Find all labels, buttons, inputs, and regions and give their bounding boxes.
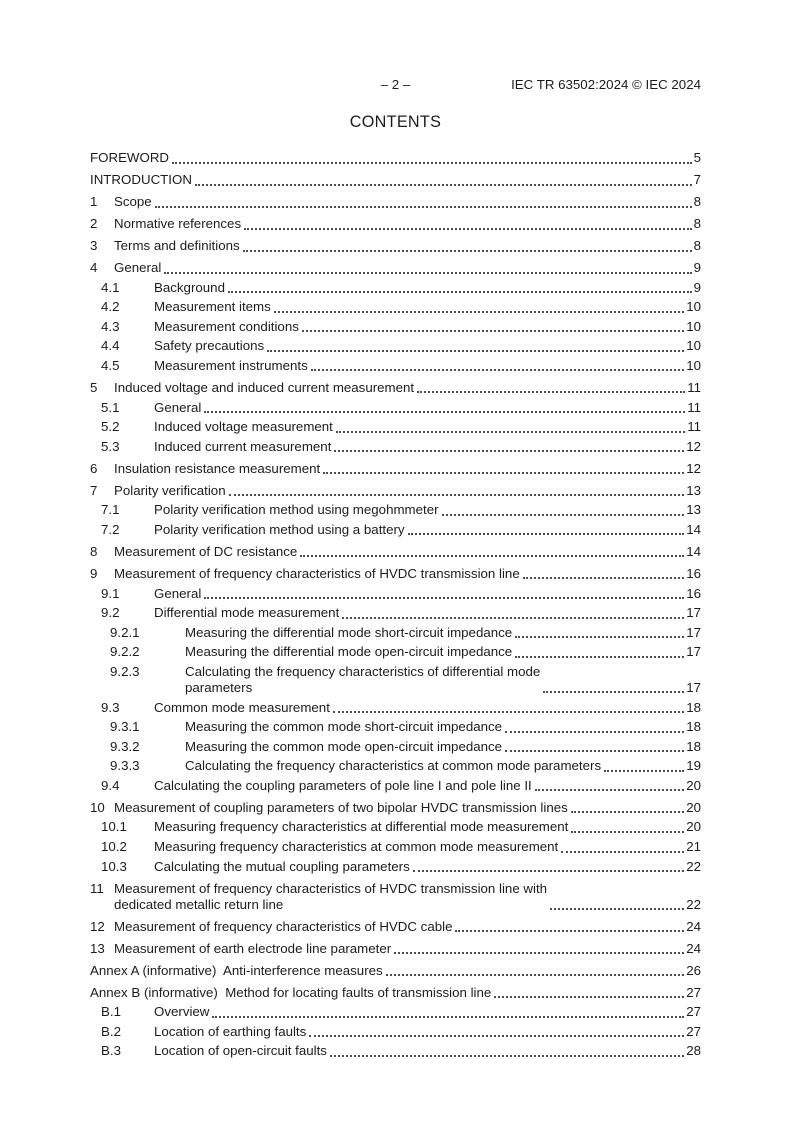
toc-entry-title: Measuring frequency characteristics at differential mode measurement [154, 819, 569, 835]
toc-entry[interactable] [90, 260, 701, 276]
toc-entry-number: 9.4 [101, 777, 120, 793]
toc-entry-title: Measurement instruments [154, 357, 308, 373]
toc-entry-page: 22 [686, 896, 701, 912]
table-of-contents [90, 150, 701, 1059]
toc-entry[interactable] [90, 625, 701, 641]
toc-leader-dots [212, 1016, 684, 1018]
toc-entry-title: Measurement items [154, 299, 271, 315]
toc-leader-dots [455, 930, 684, 932]
toc-entry-page: 19 [686, 758, 701, 774]
toc-entry[interactable] [90, 150, 701, 166]
toc-entry[interactable] [90, 544, 701, 560]
toc-entry-number: 10.2 [101, 839, 127, 855]
toc-entry-title: Safety precautions [154, 338, 265, 354]
toc-entry-title: Differential mode measurement [154, 605, 340, 621]
toc-entry-number: B.1 [101, 1004, 121, 1020]
toc-entry-number: 6 [90, 460, 98, 476]
toc-entry-number: 4.4 [101, 338, 120, 354]
toc-entry-page: 7 [693, 172, 701, 187]
toc-entry[interactable] [90, 483, 701, 499]
toc-entry-page: 27 [686, 1023, 701, 1039]
toc-entry-number: 9 [90, 565, 98, 581]
toc-entry-page: 10 [686, 338, 701, 354]
toc-entry[interactable] [90, 700, 701, 716]
toc-entry-number: 4.3 [101, 318, 120, 334]
toc-leader-dots [505, 731, 684, 733]
toc-entry-title: Annex A (informative) Anti-interference measures [90, 962, 383, 978]
toc-entry-page: 8 [693, 194, 701, 209]
toc-leader-dots [535, 789, 684, 791]
toc-entry-number: 5.2 [101, 419, 120, 435]
toc-leader-dots [267, 350, 684, 352]
toc-entry-title: Polarity verification method using megohmmeter [154, 502, 439, 518]
toc-entry[interactable] [90, 1024, 701, 1040]
toc-leader-dots [311, 369, 684, 371]
toc-leader-dots [336, 431, 685, 433]
toc-entry[interactable] [90, 238, 701, 254]
toc-leader-dots [417, 391, 685, 393]
toc-leader-dots [550, 908, 684, 910]
toc-entry-title: Annex B (informative) Method for locating faults of transmission line [90, 984, 492, 1000]
toc-leader-dots [172, 162, 692, 164]
toc-entry[interactable] [90, 644, 701, 660]
toc-leader-dots [442, 514, 685, 516]
toc-entry-title: Measurement of DC resistance [114, 543, 298, 559]
toc-entry-title: Calculating the frequency characteristics of differential mode parameters [185, 663, 541, 695]
toc-entry-number: B.2 [101, 1023, 121, 1039]
toc-entry[interactable] [90, 1004, 701, 1020]
toc-entry-title: Location of open-circuit faults [154, 1043, 327, 1059]
toc-entry-page: 13 [686, 482, 701, 498]
toc-entry[interactable] [90, 985, 701, 1001]
contents-title: CONTENTS [349, 113, 442, 131]
toc-entry-title: Measurement of frequency characteristics of HVDC transmission line [114, 565, 520, 581]
toc-entry[interactable] [90, 439, 701, 455]
toc-entry-number: 7 [90, 482, 98, 498]
toc-entry-title: Terms and definitions [114, 238, 240, 253]
toc-leader-dots [228, 291, 692, 293]
toc-leader-dots [571, 811, 684, 813]
toc-entry-page: 28 [686, 1043, 701, 1059]
toc-entry[interactable] [90, 419, 701, 435]
toc-entry-number: 4.1 [101, 279, 120, 295]
toc-entry-number: 4.2 [101, 299, 120, 315]
toc-entry-page: 10 [686, 357, 701, 373]
toc-entry-page: 17 [686, 679, 701, 695]
page-number: – 2 – [380, 77, 411, 92]
toc-entry-page: 27 [686, 984, 701, 1000]
toc-entry[interactable] [90, 566, 701, 582]
toc-entry-number: 5.1 [101, 399, 120, 415]
toc-leader-dots [243, 250, 692, 252]
toc-entry-title: Induced voltage measurement [154, 419, 333, 435]
toc-entry[interactable] [90, 839, 701, 855]
toc-entry[interactable] [90, 819, 701, 835]
toc-entry-number: 10.3 [101, 858, 127, 874]
toc-entry-page: 9 [693, 260, 701, 275]
toc-entry-page: 17 [686, 644, 701, 660]
toc-entry-number: 8 [90, 543, 98, 559]
toc-entry-number: 1 [90, 194, 98, 209]
toc-entry-title: General [114, 260, 162, 275]
toc-entry-page: 8 [693, 238, 701, 253]
toc-entry[interactable] [90, 1043, 701, 1059]
toc-leader-dots [515, 656, 684, 658]
toc-entry-title: Measuring the differential mode open-circuit impedance [185, 644, 513, 660]
toc-entry-page: 26 [686, 962, 701, 978]
toc-leader-dots [494, 996, 684, 998]
toc-entry-page: 24 [686, 918, 701, 934]
toc-entry[interactable] [90, 400, 701, 416]
toc-entry-title: General [154, 399, 202, 415]
toc-entry-title: Calculating the frequency characteristics at common mode parameters [185, 758, 602, 774]
toc-entry-number: 9.3.1 [110, 719, 140, 735]
toc-entry-number: 4 [90, 260, 98, 275]
toc-entry-page: 18 [686, 719, 701, 735]
toc-leader-dots [333, 711, 684, 713]
toc-leader-dots [571, 831, 684, 833]
toc-entry-number: 9.1 [101, 585, 120, 601]
toc-entry-number: 5.3 [101, 438, 120, 454]
toc-entry-number: 9.2.3 [110, 663, 140, 679]
toc-entry-number: 13 [90, 940, 105, 956]
toc-leader-dots [604, 770, 684, 772]
toc-entry[interactable] [90, 380, 701, 396]
toc-entry[interactable] [90, 299, 701, 315]
toc-entry[interactable] [90, 172, 701, 188]
toc-leader-dots [323, 472, 684, 474]
toc-entry-page: 20 [686, 799, 701, 815]
toc-entry-page: 18 [686, 699, 701, 715]
toc-entry[interactable] [90, 881, 701, 913]
toc-leader-dots [342, 617, 684, 619]
toc-entry[interactable] [90, 919, 701, 935]
toc-entry-page: 12 [686, 438, 701, 454]
toc-entry[interactable] [90, 664, 701, 696]
toc-entry-page: 22 [686, 858, 701, 874]
toc-entry-page: 11 [687, 419, 701, 435]
toc-entry-page: 14 [686, 521, 701, 537]
toc-leader-dots [309, 1035, 684, 1037]
toc-entry-page: 24 [686, 940, 701, 956]
toc-entry[interactable] [90, 963, 701, 979]
toc-entry-page: 20 [686, 819, 701, 835]
toc-leader-dots [394, 952, 684, 954]
toc-leader-dots [330, 1055, 684, 1057]
toc-entry-title: Normative references [114, 216, 242, 231]
toc-entry-title: Induced current measurement [154, 438, 332, 454]
toc-leader-dots [523, 577, 684, 579]
toc-entry[interactable] [90, 194, 701, 210]
toc-entry-number: 7.2 [101, 521, 120, 537]
toc-entry-number: 5 [90, 379, 98, 395]
toc-entry-number: 11 [90, 880, 104, 896]
toc-entry-number: B.3 [101, 1043, 121, 1059]
toc-entry-title: Measurement of coupling parameters of two bipolar HVDC transmission lines [114, 799, 568, 815]
toc-entry-number: 10 [90, 799, 105, 815]
toc-leader-dots [195, 184, 692, 186]
toc-entry-page: 8 [693, 216, 701, 231]
toc-leader-dots [413, 870, 684, 872]
toc-entry[interactable] [90, 280, 701, 296]
toc-entry-title: Calculating the coupling parameters of pole line I and pole line II [154, 777, 532, 793]
toc-entry-title: Induced voltage and induced current measurement [114, 379, 415, 395]
toc-entry-title: Insulation resistance measurement [114, 460, 321, 476]
toc-entry-page: 11 [687, 399, 701, 415]
toc-entry-page: 5 [693, 150, 701, 165]
toc-entry-title: Location of earthing faults [154, 1023, 307, 1039]
toc-entry[interactable] [90, 319, 701, 335]
toc-leader-dots [164, 272, 691, 274]
toc-entry[interactable] [90, 859, 701, 875]
toc-entry[interactable] [90, 941, 701, 957]
toc-entry-title: Common mode measurement [154, 699, 330, 715]
toc-leader-dots [300, 555, 684, 557]
toc-entry[interactable] [90, 461, 701, 477]
toc-entry[interactable] [90, 522, 701, 538]
toc-entry-title: Measuring the differential mode short-circuit impedance [185, 624, 513, 640]
toc-entry[interactable] [90, 502, 701, 518]
toc-entry-title: Measurement of frequency characteristics of HVDC transmission line with dedicated metallic return line [114, 880, 548, 912]
document-reference: IEC TR 63502:2024 © IEC 2024 [511, 77, 701, 92]
toc-entry[interactable] [90, 358, 701, 374]
toc-entry[interactable] [90, 338, 701, 354]
toc-entry[interactable] [90, 586, 701, 602]
toc-entry[interactable] [90, 605, 701, 621]
toc-entry-number: 2 [90, 216, 98, 231]
toc-entry-title: Measuring the common mode open-circuit impedance [185, 738, 503, 754]
toc-entry-number: 4.5 [101, 357, 120, 373]
toc-entry-page: 21 [686, 839, 701, 855]
toc-leader-dots [386, 974, 685, 976]
toc-leader-dots [334, 450, 684, 452]
toc-entry-number: 9.2 [101, 605, 120, 621]
toc-entry-title: Measuring the common mode short-circuit impedance [185, 719, 503, 735]
toc-leader-dots [155, 206, 692, 208]
toc-entry-page: 10 [686, 318, 701, 334]
toc-leader-dots [244, 228, 691, 230]
toc-entry[interactable] [90, 719, 701, 735]
toc-entry-title: Measurement conditions [154, 318, 299, 334]
toc-entry-number: 7.1 [101, 502, 120, 518]
toc-entry-page: 16 [686, 585, 701, 601]
toc-leader-dots [515, 636, 684, 638]
toc-entry[interactable] [90, 800, 701, 816]
toc-entry-page: 18 [686, 738, 701, 754]
toc-entry-page: 27 [686, 1004, 701, 1020]
toc-leader-dots [408, 533, 685, 535]
toc-leader-dots [229, 494, 685, 496]
toc-entry[interactable] [90, 216, 701, 232]
toc-entry-title: Polarity verification method using a battery [154, 521, 405, 537]
toc-entry-number: 10.1 [101, 819, 127, 835]
toc-entry-page: 16 [686, 565, 701, 581]
toc-leader-dots [561, 851, 684, 853]
toc-entry-number: 12 [90, 918, 105, 934]
toc-leader-dots [302, 330, 684, 332]
toc-entry-page: 10 [686, 299, 701, 315]
toc-entry-title: Calculating the mutual coupling parameters [154, 858, 410, 874]
page-header [90, 77, 701, 93]
toc-entry-title: INTRODUCTION [90, 172, 192, 187]
toc-entry-page: 12 [686, 460, 701, 476]
toc-entry-page: 11 [687, 379, 701, 395]
toc-entry-title: Measurement of frequency characteristics of HVDC cable [114, 918, 453, 934]
toc-leader-dots [505, 750, 684, 752]
toc-leader-dots [274, 311, 684, 313]
toc-entry-title: Background [154, 279, 225, 295]
toc-entry-page: 17 [686, 605, 701, 621]
toc-entry-title: Polarity verification [114, 482, 226, 498]
toc-entry-number: 3 [90, 238, 98, 253]
toc-entry-page: 14 [686, 543, 701, 559]
toc-entry-title: Measuring frequency characteristics at common mode measurement [154, 839, 559, 855]
toc-entry[interactable] [90, 739, 701, 755]
toc-entry-number: 9.2.1 [110, 624, 140, 640]
toc-entry-page: 20 [686, 777, 701, 793]
toc-leader-dots [543, 691, 684, 693]
toc-leader-dots [204, 411, 685, 413]
toc-entry-page: 17 [686, 624, 701, 640]
toc-entry-page: 13 [686, 502, 701, 518]
toc-entry-number: 9.2.2 [110, 644, 140, 660]
toc-leader-dots [204, 597, 684, 599]
toc-entry-title: Measurement of earth electrode line parameter [114, 940, 392, 956]
toc-entry-number: 9.3.3 [110, 758, 140, 774]
toc-entry-title: Scope [114, 194, 152, 209]
toc-entry-page: 9 [693, 279, 701, 295]
toc-entry-number: 9.3.2 [110, 738, 140, 754]
toc-entry[interactable] [90, 758, 701, 774]
toc-entry[interactable] [90, 778, 701, 794]
toc-entry-number: 9.3 [101, 699, 120, 715]
toc-entry-title: Overview [154, 1004, 210, 1020]
toc-entry-title: FOREWORD [90, 150, 170, 165]
toc-entry-title: General [154, 585, 202, 601]
